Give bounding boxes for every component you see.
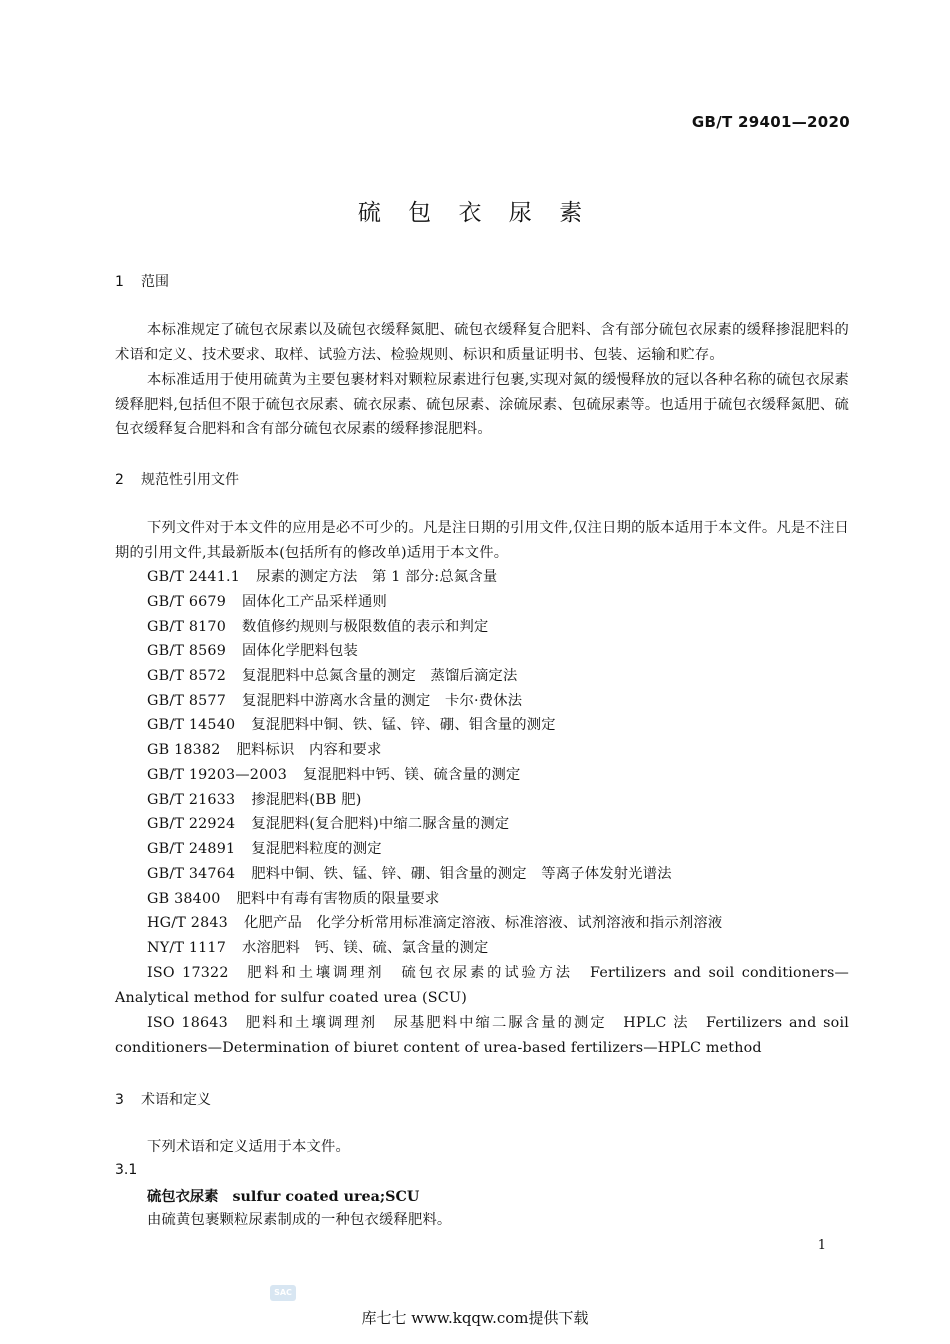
reference-code: GB/T 34764 (147, 866, 236, 882)
reference-item (147, 789, 362, 809)
reference-code: GB/T 24891 (147, 841, 236, 857)
references-intro: 下列文件对于本文件的应用是必不可少的。凡是注日期的引用文件,仅注日期的版本适用于本文件。凡是不注日期的引用文件,其最新版本(包括所有的修改单)适用于本文件。 (115, 520, 849, 561)
reference-title: 固体化工产品采样通则 (242, 594, 387, 610)
section-title: 范围 (141, 274, 169, 290)
scope-paragraph-1: 本标准规定了硫包衣尿素以及硫包衣缓释氮肥、硫包衣缓释复合肥料、含有部分硫包衣尿素的缓释掺混肥料的术语和定义、技术要求、取样、试验方法、检验规则、标识和质量证明书、包装、运输和贮存。 (115, 322, 849, 363)
reference-item (147, 912, 722, 932)
reference-code: GB/T 2441.1 (147, 569, 241, 585)
reference-code: GB 38400 (147, 891, 221, 907)
reference-code: ISO 18643 (147, 1015, 228, 1031)
reference-title: 化肥产品 化学分析常用标准滴定溶液、标准溶液、试剂溶液和指示剂溶液 (243, 915, 723, 931)
reference-item (147, 616, 488, 636)
reference-code: GB/T 8170 (147, 619, 227, 635)
reference-item (147, 838, 382, 858)
watermark-logo: SAC (270, 1285, 296, 1301)
reference-title: 复混肥料粒度的测定 (251, 841, 382, 857)
term-heading (147, 1186, 419, 1206)
reference-item-long (115, 961, 849, 1010)
reference-item (147, 764, 520, 784)
reference-code: NY/T 1117 (147, 940, 227, 956)
reference-item (147, 863, 672, 883)
term-definition: 由硫黄包裹颗粒尿素制成的一种包衣缓释肥料。 (147, 1212, 452, 1228)
reference-item (147, 566, 497, 586)
section-2-heading (115, 469, 239, 489)
reference-title: 尿素的测定方法 第 1 部分:总氮含量 (256, 569, 498, 585)
reference-code: ISO 17322 (147, 965, 229, 981)
section-title: 术语和定义 (141, 1092, 211, 1108)
terms-intro: 下列术语和定义适用于本文件。 (147, 1139, 350, 1155)
reference-title: 掺混肥料(BB 肥) (251, 792, 362, 808)
page-number: 1 (817, 1238, 826, 1253)
reference-code: GB/T 6679 (147, 594, 227, 610)
reference-code: GB 18382 (147, 742, 221, 758)
section-number: 2 (115, 472, 124, 488)
term-chinese: 硫包衣尿素 (147, 1189, 219, 1205)
reference-title: 肥料和土壤调理剂 尿基肥料中缩二脲含量的测定 HPLC 法 Fertilizers and soil conditioners—Determination of biuret content of urea-based fertilizers—HPLC method (115, 1015, 849, 1056)
reference-item (147, 665, 517, 685)
reference-item (147, 888, 440, 908)
reference-code: GB/T 14540 (147, 717, 236, 733)
reference-item (147, 591, 387, 611)
reference-code: GB/T 22924 (147, 816, 236, 832)
reference-item (147, 690, 522, 710)
reference-code: GB/T 19203—2003 (147, 767, 287, 783)
reference-code: GB/T 8569 (147, 643, 227, 659)
reference-item (147, 640, 358, 660)
section-title: 规范性引用文件 (141, 472, 239, 488)
term-english: sulfur coated urea;SCU (232, 1189, 420, 1205)
reference-title: 复混肥料中游离水含量的测定 卡尔·费休法 (242, 693, 523, 709)
reference-item-long (115, 1011, 849, 1060)
download-footer: 库七七 www.kqqw.com提供下载 (361, 1309, 589, 1327)
reference-title: 肥料标识 内容和要求 (236, 742, 382, 758)
reference-item (147, 937, 488, 957)
term-number: 3.1 (115, 1162, 138, 1178)
reference-title: 肥料中铜、铁、锰、锌、硼、钼含量的测定 等离子体发射光谱法 (251, 866, 672, 882)
reference-item (147, 739, 382, 759)
section-number: 3 (115, 1092, 124, 1108)
reference-title: 固体化学肥料包装 (242, 643, 358, 659)
reference-title: 数值修约规则与极限数值的表示和判定 (242, 619, 489, 635)
scope-paragraph-2: 本标准适用于使用硫黄为主要包裹材料对颗粒尿素进行包裹,实现对氮的缓慢释放的冠以各种名称的硫包衣尿素缓释肥料,包括但不限于硫包衣尿素、硫衣尿素、硫包尿素、涂硫尿素、包硫尿素等。也适用于硫包衣缓释氮肥、硫包衣缓释复合肥料和含有部分硫包衣尿素的缓释掺混肥料。 (115, 372, 849, 437)
reference-item (147, 714, 556, 734)
reference-code: GB/T 8577 (147, 693, 227, 709)
reference-title: 复混肥料(复合肥料)中缩二脲含量的测定 (251, 816, 510, 832)
reference-title: 水溶肥料 钙、镁、硫、氯含量的测定 (242, 940, 489, 956)
reference-code: GB/T 21633 (147, 792, 236, 808)
reference-title: 复混肥料中总氮含量的测定 蒸馏后滴定法 (242, 668, 518, 684)
section-3-heading (115, 1089, 211, 1109)
reference-item (147, 813, 509, 833)
section-number: 1 (115, 274, 124, 290)
reference-title: 复混肥料中铜、铁、锰、锌、硼、钼含量的测定 (251, 717, 556, 733)
reference-title: 复混肥料中钙、镁、硫含量的测定 (303, 767, 521, 783)
reference-title: 肥料和土壤调理剂 硫包衣尿素的试验方法 Fertilizers and soil conditioners—Analytical method for sulfur coated urea (SCU) (115, 965, 849, 1006)
standard-number: GB/T 29401—2020 (691, 113, 850, 131)
reference-code: GB/T 8572 (147, 668, 227, 684)
document-title: 硫 包 衣 尿 素 (357, 200, 593, 226)
reference-title: 肥料中有毒有害物质的限量要求 (236, 891, 440, 907)
section-1-heading (115, 271, 169, 291)
reference-code: HG/T 2843 (147, 915, 228, 931)
